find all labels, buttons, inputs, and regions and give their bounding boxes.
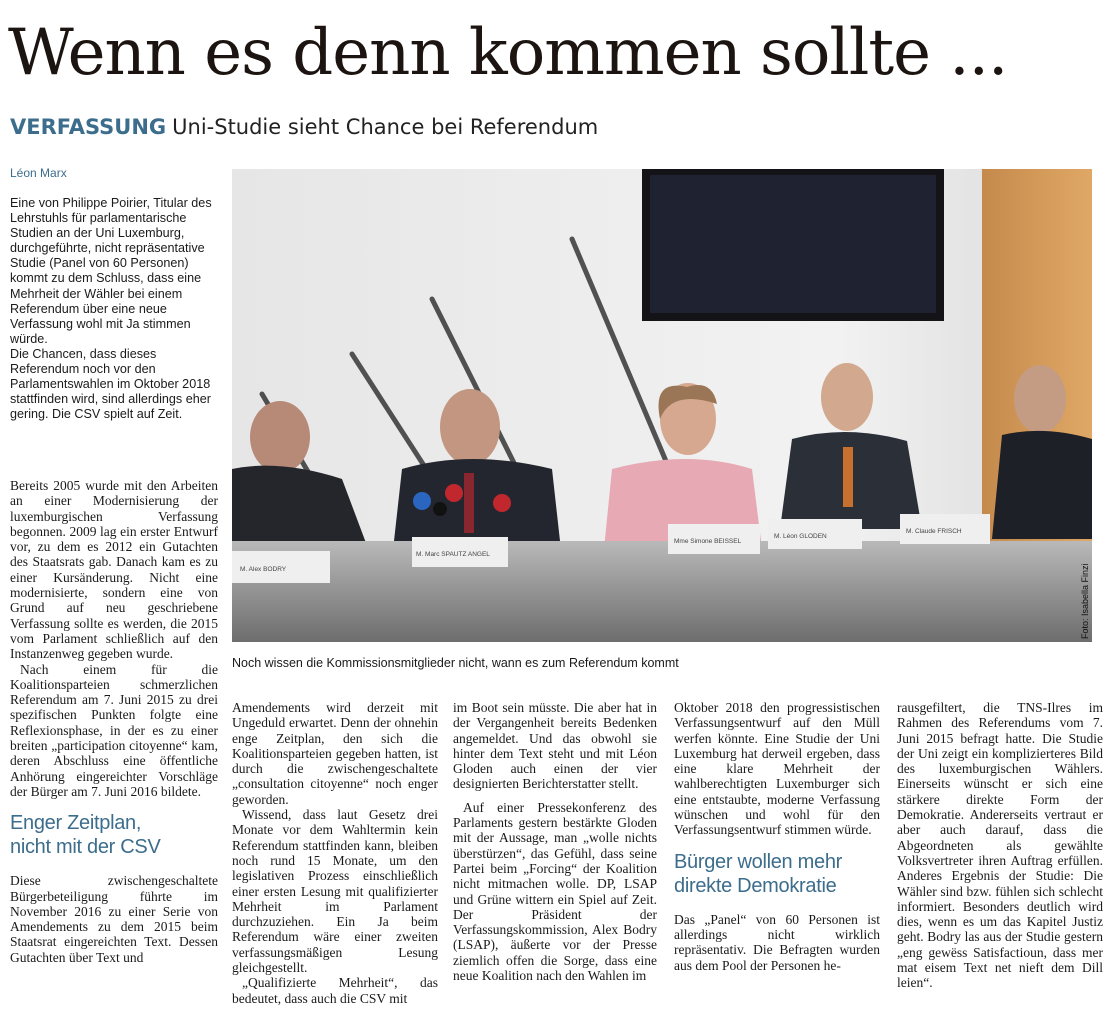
nameplate-4: M. Léon GLODEN [774,533,827,540]
photo-caption: Noch wissen die Kommissionsmitglieder nicht, wann es zum Referendum kommt [232,656,679,670]
nameplate-1: M. Alex BODRY [240,566,287,573]
column-4 [674,700,880,973]
column-2 [232,700,438,1006]
column-5 [897,700,1103,991]
headline: Wenn es denn kommen sollte ... [8,16,1008,90]
col4-paragraph-1: Oktober 2018 den progressistischen Verfassungsentwurf auf den Müll werfen könnte. Eine Studie der Uni Luxemburg hat derweil ergeben, dass eine klare Mehrheit der wahlberechtigten Luxemburger sich eine entstaubte, moderne Verfassung wünschen und wohl für den Verfassungsentwurf stimmen würde. [674,700,880,838]
column-1 [10,478,218,965]
subheadline [10,112,598,142]
nameplate-2: M. Marc SPAUTZ ANGEL [416,551,490,558]
lead-text-2: Die Chancen, dass dieses Referendum noch vor den Parlamentswahlen im Oktober 2018 stattfinden wird, sind allerdings eher gering. Die CSV spielt auf Zeit. [10,346,211,422]
lead-text-1: Eine von Philippe Poirier, Titular des Lehrstuhls für parlamentarische Studien an der Uni Luxemburg, durchgeführte, nicht repräsentative Studie (Panel von 60 Personen) kommt zu dem Schluss, dass eine Mehrheit der Wähler bei einem Referendum über eine neue Verfassung wohl mit Ja stimmen würde. [10,196,212,346]
column-3 [453,700,657,983]
col2-paragraph-1: Amendements wird derzeit mit Ungeduld erwartet. Denn der ohnehin enge Zeitplan, den sich die Koalitionsparteien gegeben hatten, ist durch die zwischengeschaltete „consultation citoyenne“ noch enger geworden. [232,700,438,807]
col3-paragraph-2: Auf einer Pressekonferenz des Parlaments gestern bestärkte Gloden mit der Aussage, man „wolle nichts überstürzen“, das Gefühl, dass seine Partei beim „Forcing“ der Koalition nicht mitmachen wolle. DP, LSAP und Grüne wittern ein Spiel auf Zeit. Der Präsident der Verfassungskommission, Alex Bodry (LSAP), äußerte vor der Presse ziemlich offen die Sorge, dass eine neue Koalition nach den Wahlen im [453,799,657,984]
col2-paragraph-3: „Qualifizierte Mehrheit“, das bedeutet, dass auch die CSV mit [232,975,438,1006]
subtitle: Uni-Studie sieht Chance bei Referendum [172,115,599,139]
col1-paragraph-2: Nach einem für die Koalitionsparteien schmerzlichen Referendum am 7. Juni 2015 zu drei spezifischen Punkten folgte eine Reflexionsphase, in der es zu einer breiten „participation citoyenne“ kam, deren Abschluss eine öffentliche Anhörung eingereichter Vorschläge der Bürger am 7. Juni 2016 bildete. [10,661,218,799]
lead-paragraph [10,196,218,422]
photo-illustration [232,169,1092,642]
col1-paragraph-3: Diese zwischengeschaltete Bürgerbeteiligung führte im November 2016 zu einer Serie von Amendements zu dem 2015 beim Staatsrat eingereichten Text. Dessen Gutachten über Text und [10,873,218,965]
nameplate-5: M. Claude FRISCH [906,528,962,535]
col3-paragraph-1: im Boot sein müsste. Die aber hat in der Vergangenheit bereits Bedenken angemeldet. Und das obwohl sie hinter dem Text steht und mit Léon Gloden auch einen der vier designierten Berichterstatter stellt. [453,700,657,792]
nameplate-3: Mme Simone BEISSEL [674,538,742,545]
author-byline: Léon Marx [10,166,67,180]
press-conference-photo [232,169,1092,642]
col4-paragraph-2: Das „Panel“ von 60 Personen ist allerdings nicht wirklich repräsentativ. Die Befragten wurden aus dem Pool der Personen he- [674,911,880,973]
col5-paragraph-1: rausgefiltert, die TNS-Ilres im Rahmen des Referendums vom 7. Juni 2015 befragt hatte. Die Studie der Uni zeigt ein komplizierteres Bild des luxemburgischen Wählers. Einerseits wünscht er sich eine stärkere direkte Form der Demokratie. Andererseits vertraut er aber auch darauf, dass die Abgeordneten als gewählte Volksvertreter ihren Auftrag erfüllen. Anderes Ergebnis der Studie: Die Wähler sind bzw. fühlen sich schlecht informiert. Besonders deutlich wird dies, wenn es um das Kapitel Justiz geht. Bodry las aus der Studie gestern „eng gewëss Satisfactioun, dass mer mat eisem Text net nieft dem Dill leien“. [897,700,1103,991]
col1-paragraph-1: Bereits 2005 wurde mit den Arbeiten an einer Modernisierung der luxemburgischen Verfassung begonnen. 2009 lag ein erster Entwurf vor, zu dem es 2012 ein Gutachten des Staatsrats gab. Danach kam es zu einer Kursänderung. Nicht eine modernisierte, sondern eine von Grund auf neu geschriebene Verfassung sollte es werden, die 2015 vom Parlament schließlich auf den Instanzenweg gegeben wurde. [10,478,218,662]
photo-credit: Foto: Isabella Finzi [1080,563,1090,639]
col1-subheading: Enger Zeitplan, nicht mit der CSV [10,812,161,859]
col2-paragraph-2: Wissend, dass laut Gesetz drei Monate vor dem Wahltermin kein Referendum stattfinden kann, bleiben noch rund 15 Monate, um den legislativen Prozess einschließlich einer ersten Lesung mit qualifizierter Mehrheit im Parlament durchzuziehen. Ein Ja beim Referendum wäre einer zweiten verfassungsmäßigen Lesung gleichgestellt. [232,807,438,976]
kicker: VERFASSUNG [10,115,167,139]
col4-subheading: Bürger wollen mehr direkte Demokratie [674,850,843,897]
